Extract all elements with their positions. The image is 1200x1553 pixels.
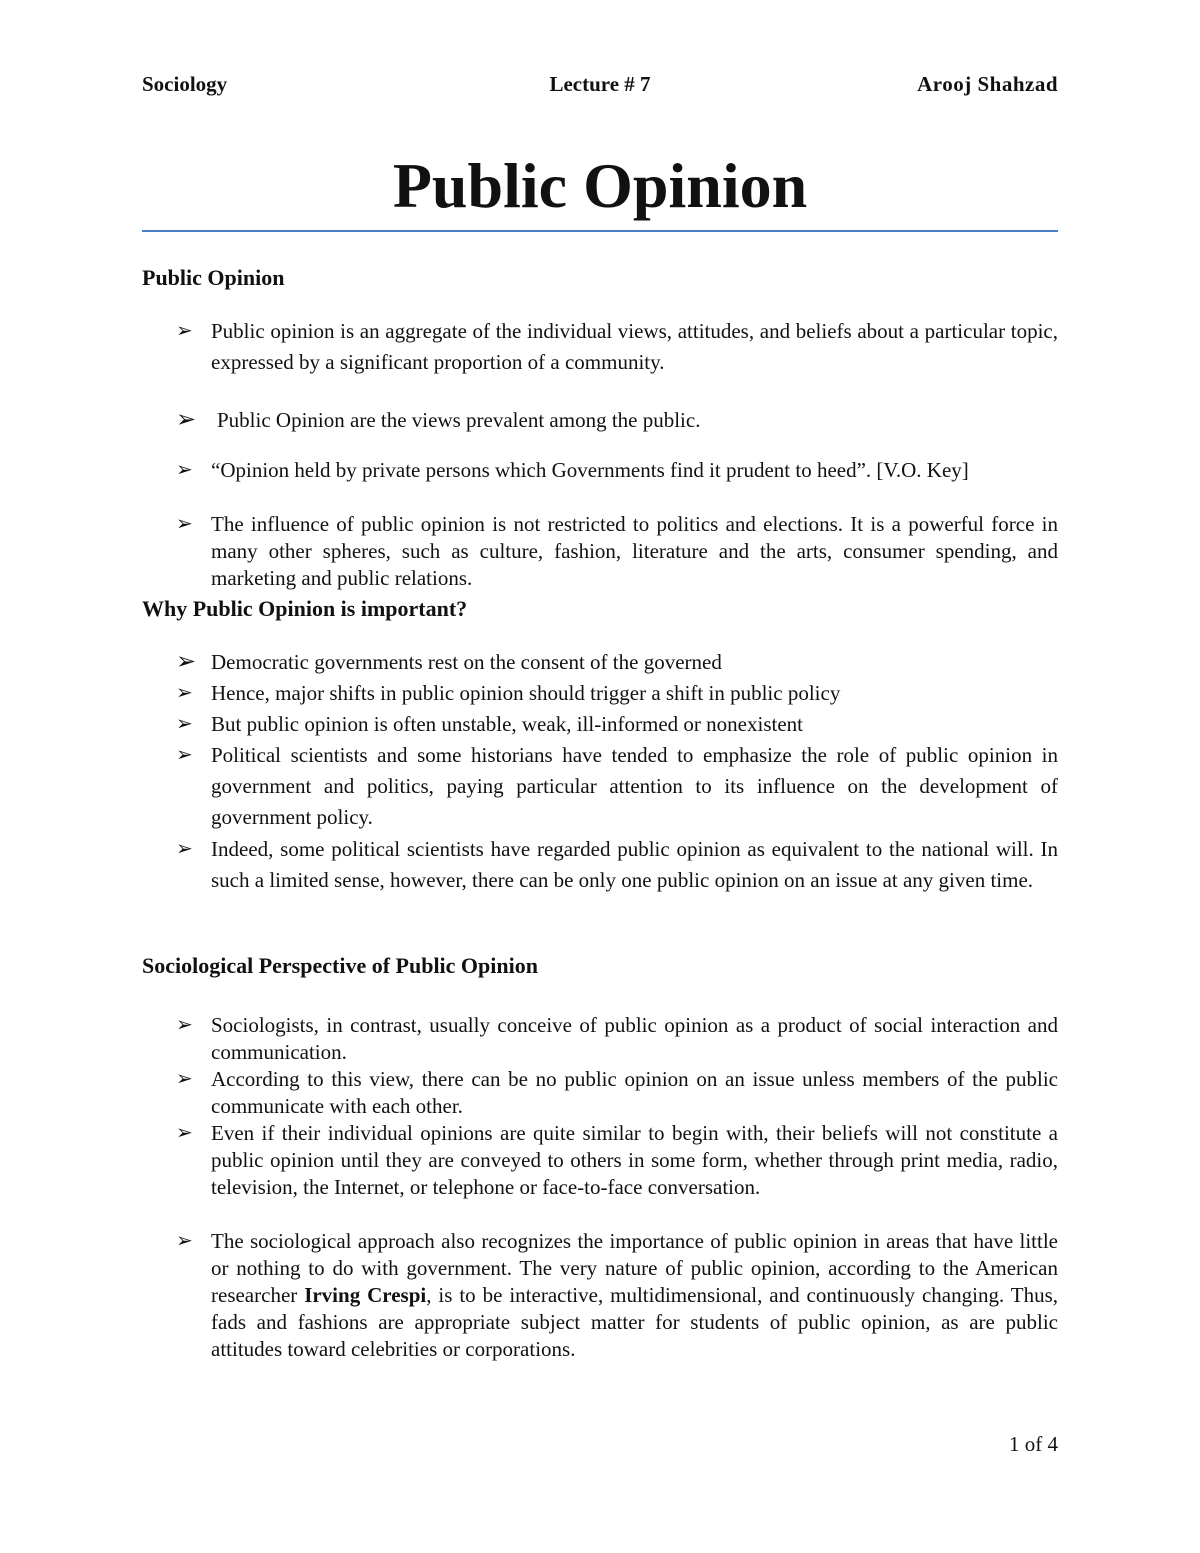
bullet-arrow-icon: ➢ bbox=[176, 320, 193, 342]
list-item-text: Public Opinion are the views prevalent among the public. bbox=[217, 408, 701, 432]
list-item-text: Public opinion is an aggregate of the individual views, attitudes, and beliefs about a particular topic, expressed by a significant proportion of a community. bbox=[211, 319, 1058, 374]
section-heading: Why Public Opinion is important? bbox=[142, 596, 468, 621]
bullet-arrow-icon: ➢ bbox=[176, 407, 197, 433]
list-item-text: “Opinion held by private persons which Governments find it prudent to heed”. [V.O. Key] bbox=[211, 458, 969, 482]
list-item-text: Even if their individual opinions are quite similar to begin with, their beliefs will not constitute a public opinion until they are conveyed to others in some form, whether through print media, radio, television, the Internet, or telephone or face-to-face conversation. bbox=[211, 1121, 1058, 1199]
title-underline-rule bbox=[142, 230, 1058, 232]
bullet-arrow-icon: ➢ bbox=[176, 744, 193, 766]
bullet-arrow-icon: ➢ bbox=[176, 682, 193, 704]
bullet-arrow-icon: ➢ bbox=[176, 649, 197, 675]
list-item-text: Indeed, some political scientists have regarded public opinion as equivalent to the national will. In such a limited sense, however, there can be only one public opinion on an issue at any given time. bbox=[211, 837, 1058, 892]
list-item-text bbox=[211, 1228, 1058, 1363]
bullet-arrow-icon: ➢ bbox=[176, 459, 193, 481]
section-heading: Public Opinion bbox=[142, 265, 285, 290]
list-item-text: According to this view, there can be no public opinion on an issue unless members of the public communicate with each other. bbox=[211, 1067, 1058, 1118]
page-header bbox=[142, 72, 1058, 102]
bullet-arrow-icon: ➢ bbox=[176, 1014, 193, 1036]
document-page bbox=[142, 0, 1058, 1553]
page-number: 1 of 4 bbox=[1009, 1432, 1058, 1456]
section-heading: Sociological Perspective of Public Opinion bbox=[142, 953, 538, 978]
bullet-arrow-icon: ➢ bbox=[176, 713, 193, 735]
header-author: Arooj Shahzad bbox=[917, 72, 1058, 96]
list-item-text-part: , is to be interactive, multidimensional, and continuously changing. Thus, fads and fashions are appropriate subject matter for students of public opinion, as are public attitudes toward celebrities or corporations. bbox=[211, 1283, 1058, 1361]
list-item-text: Sociologists, in contrast, usually conceive of public opinion as a product of social interaction and communication. bbox=[211, 1013, 1058, 1064]
header-lecture: Lecture # 7 bbox=[549, 72, 651, 96]
bullet-arrow-icon: ➢ bbox=[176, 513, 193, 535]
document-title: Public Opinion bbox=[392, 150, 808, 221]
list-item-text-part: The sociological approach also recognizes the importance of public opinion in areas that have little or nothing to do with government. The very nature of public opinion, according to the American researcher bbox=[211, 1229, 1058, 1307]
bullet-arrow-icon: ➢ bbox=[176, 1068, 193, 1090]
list-item-text: Democratic governments rest on the consent of the governed bbox=[211, 650, 722, 674]
header-course: Sociology bbox=[142, 72, 228, 96]
list-item-text: But public opinion is often unstable, weak, ill-informed or nonexistent bbox=[211, 712, 803, 736]
bullet-arrow-icon: ➢ bbox=[176, 1122, 193, 1144]
list-item-text: The influence of public opinion is not restricted to politics and elections. It is a powerful force in many other spheres, such as culture, fashion, literature and the arts, consumer spending, and marketing and public relations. bbox=[211, 512, 1058, 590]
bullet-arrow-icon: ➢ bbox=[176, 838, 193, 860]
list-item-text: Hence, major shifts in public opinion should trigger a shift in public policy bbox=[211, 681, 841, 705]
researcher-name: Irving Crespi bbox=[304, 1283, 427, 1307]
bullet-arrow-icon: ➢ bbox=[176, 1230, 193, 1252]
list-item-text: Political scientists and some historians have tended to emphasize the role of public opinion in government and politics, paying particular attention to its influence on the development of government policy. bbox=[211, 743, 1058, 829]
